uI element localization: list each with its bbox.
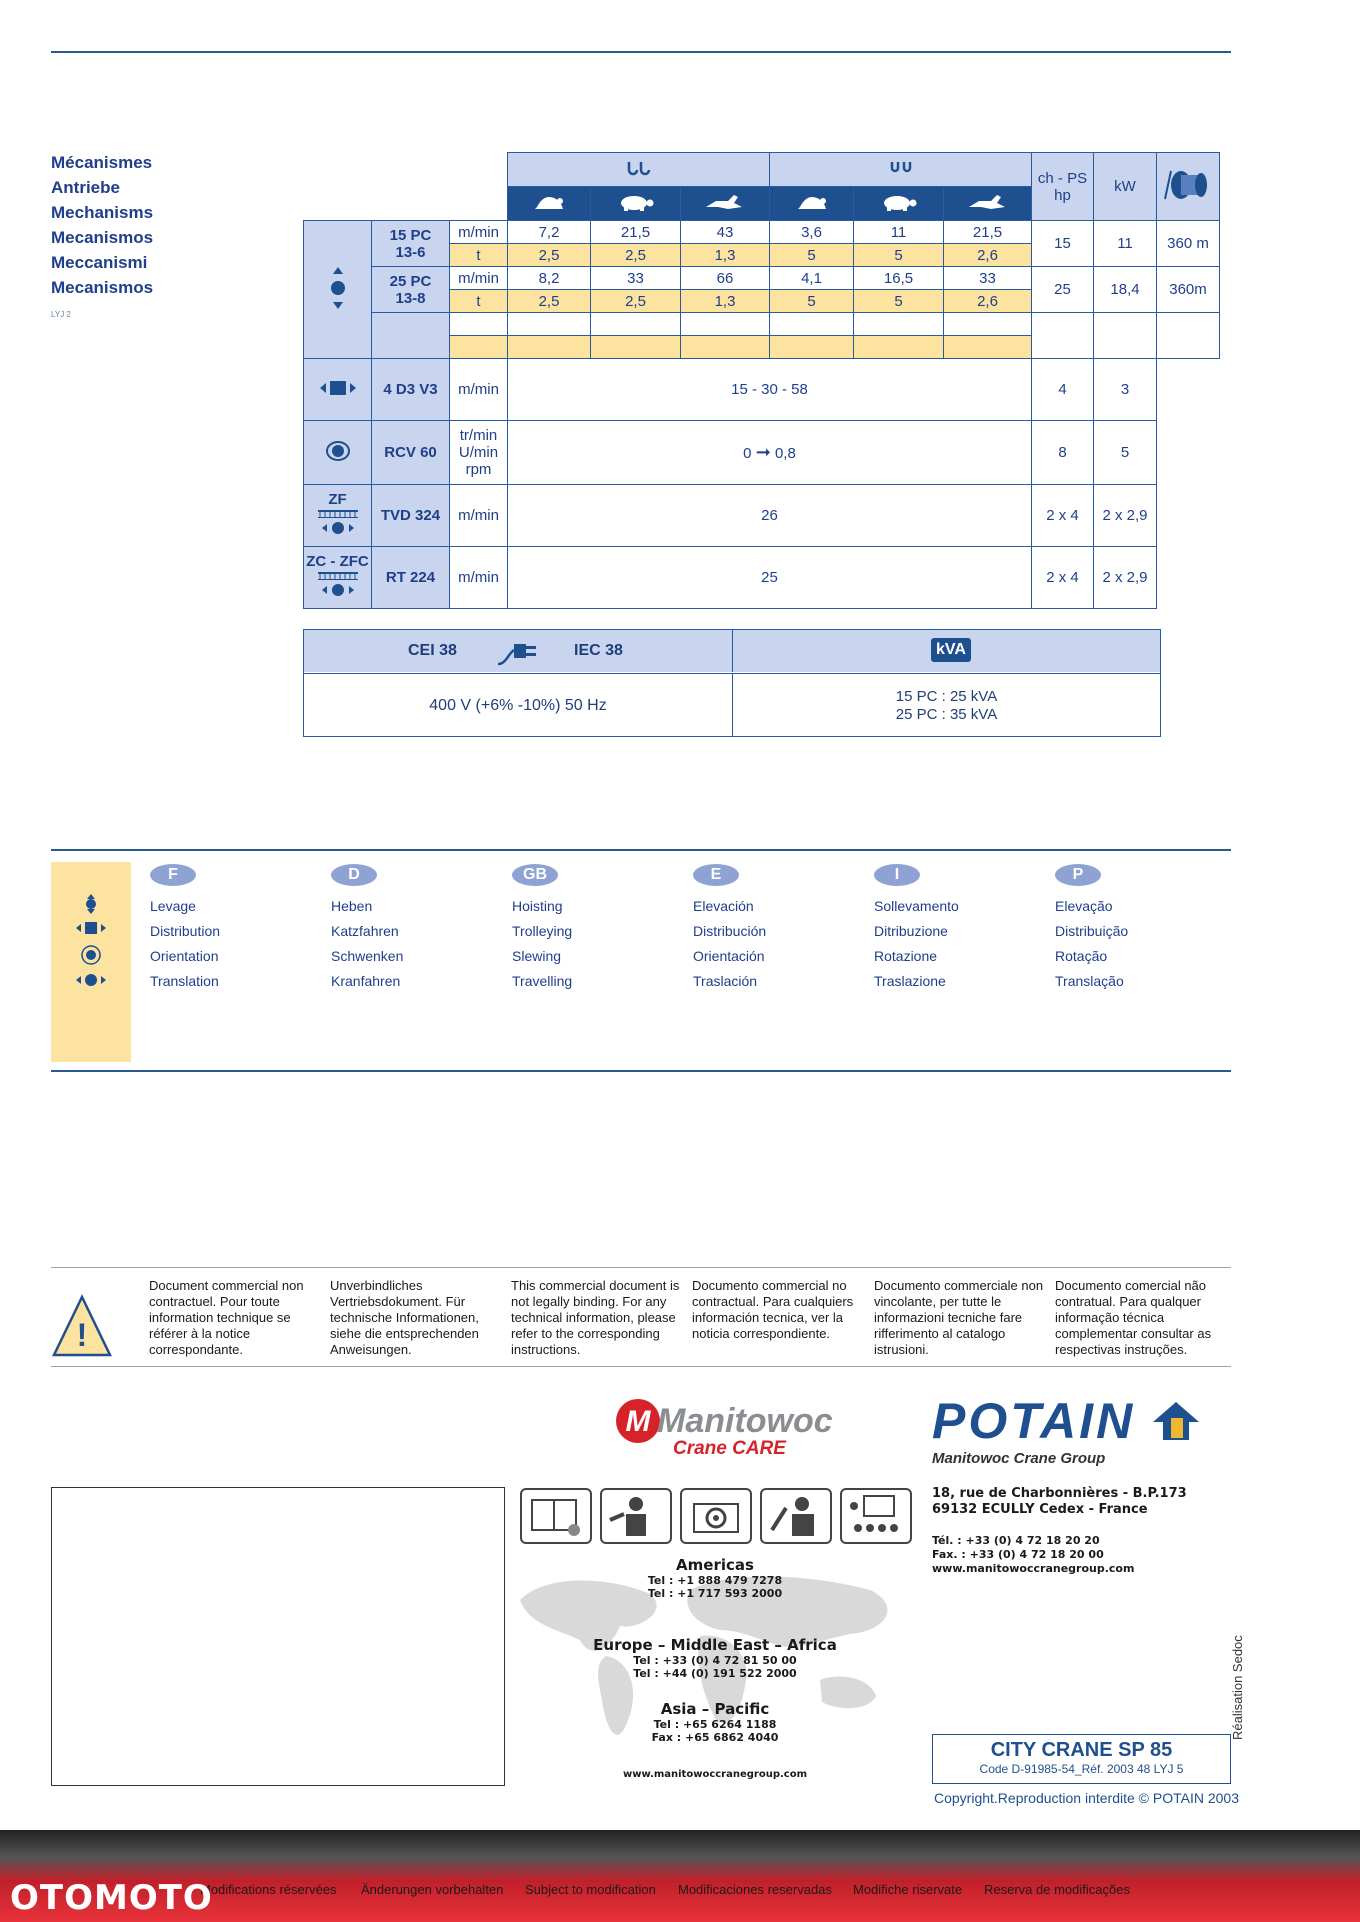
- address-website-link[interactable]: www.manitowoccranegroup.com: [932, 1562, 1135, 1575]
- legend-term: Ditribuzione: [874, 923, 948, 939]
- address-block: [932, 1486, 1187, 1518]
- empty-cell: [1157, 313, 1220, 359]
- power-ch-header: [1032, 153, 1094, 221]
- medium-speed-icon-2: [854, 187, 944, 221]
- speed-cell: 16,5: [854, 267, 944, 290]
- travel-zf-icon-cell: [304, 485, 372, 547]
- manitowoc-m-icon: [615, 1398, 661, 1444]
- lang-badge: E: [693, 864, 739, 886]
- power-ch-label: ch - PS: [1037, 169, 1088, 187]
- mechanisms-table: [303, 152, 1220, 609]
- slow-speed-icon: [508, 187, 591, 221]
- copyright-notice: Copyright.Reproduction interdite © POTAIN 2003: [934, 1790, 1239, 1806]
- product-code: Code D-91985-54_Réf. 2003 48 LYJ 5: [979, 1762, 1184, 1776]
- mechanic-icon: [600, 1488, 672, 1544]
- blank-cell: [1157, 421, 1220, 485]
- legend-term: Rotazione: [874, 948, 938, 964]
- load-cell: 5: [770, 290, 854, 313]
- unit-cell: m/min: [450, 485, 508, 547]
- legend-term: Slewing: [512, 948, 562, 964]
- apac-contact: [510, 1700, 920, 1744]
- otomoto-watermark: OTOMOTO: [10, 1878, 213, 1918]
- legend-col-fr: [150, 862, 220, 994]
- hoist-model-25pc-a: 25 PC: [389, 272, 432, 290]
- trolley-model: 4 D3 V3: [372, 359, 450, 421]
- manual-icon: [520, 1488, 592, 1544]
- power-kw-cell: 5: [1094, 421, 1157, 485]
- footer-note-fr: Modifications réservées: [200, 1882, 337, 1897]
- disclaimer-de: Unverbindliches Vertriebsdokument. Für technische Informationen, siehe die entsprechenden Anweisungen.: [330, 1278, 479, 1357]
- fast-speed-icon-2: [944, 187, 1032, 221]
- product-box: [932, 1734, 1231, 1784]
- slewing-model: RCV 60: [372, 421, 450, 485]
- legend-term: Orientación: [693, 948, 765, 964]
- legend-term: Elevação: [1055, 898, 1113, 914]
- load-cell: 5: [854, 290, 944, 313]
- legend-term: Hoisting: [512, 898, 563, 914]
- kw-header: kW: [1094, 153, 1157, 221]
- blank-cell: [1157, 547, 1220, 609]
- mech-title-en: Mechanisms: [51, 203, 154, 222]
- power-kw-cell: 18,4: [1094, 267, 1157, 313]
- double-hook-icon: [888, 160, 914, 176]
- legend-col-es: [693, 862, 766, 994]
- empty-cell: [450, 313, 508, 336]
- lang-badge: D: [331, 864, 377, 886]
- legend-term: Orientation: [150, 948, 219, 964]
- potain-house-icon: [1149, 1398, 1203, 1444]
- power-ch-cell: 15: [1032, 221, 1094, 267]
- double-reeving-header: [770, 153, 1032, 187]
- legend-col-de: [331, 862, 403, 994]
- kva-badge: kVA: [931, 638, 971, 662]
- hoisting-icon: [326, 265, 350, 311]
- speed-cell: 21,5: [944, 221, 1032, 244]
- address-tel: Tél. : +33 (0) 4 72 18 20 20: [932, 1534, 1100, 1547]
- legend-term: Translation: [150, 973, 219, 989]
- unit-cell: m/min: [450, 267, 508, 290]
- americas-tel2: Tel : +1 717 593 2000: [647, 1587, 783, 1600]
- travel-zf-speed-value: 26: [508, 485, 1032, 547]
- legend-term: Travelling: [512, 973, 573, 989]
- hoist-icon-cell: [304, 221, 372, 359]
- parts-icon: [680, 1488, 752, 1544]
- legend-col-pt: [1055, 862, 1128, 994]
- legend-term: Sollevamento: [874, 898, 959, 914]
- warning-icon: [51, 1294, 113, 1358]
- hoist-model-15pc-b: 13-6: [395, 243, 426, 261]
- mech-title-it: Meccanismi: [51, 253, 148, 272]
- empty-cell: [770, 313, 854, 336]
- power-ch-cell: 2 x 4: [1032, 547, 1094, 609]
- load-cell: 1,3: [681, 244, 770, 267]
- americas-tel1: Tel : +1 888 479 7278: [647, 1574, 783, 1587]
- lang-badge: GB: [512, 864, 558, 886]
- disclaimer-it: Documento commerciale non vincolante, per tutte le informazioni tecniche fare rifferimento al catalogo istrusioni.: [874, 1278, 1044, 1357]
- load-cell: 5: [770, 244, 854, 267]
- empty-cell: [854, 336, 944, 359]
- disclaimer-fr: Document commercial non contractuel. Pour toute information technique se référer à la notice correspondante.: [149, 1278, 304, 1357]
- rope-drum-header: [1157, 153, 1220, 221]
- speed-cell: 11: [854, 221, 944, 244]
- slewing-speed-value: [508, 421, 1032, 485]
- legend-term: Distribuição: [1055, 923, 1129, 939]
- travelling-icon: [316, 570, 360, 598]
- load-cell: 1,3: [681, 290, 770, 313]
- emea-contact: [510, 1636, 920, 1680]
- rope-length-cell: 360 m: [1157, 221, 1220, 267]
- legend-term: Schwenken: [331, 948, 404, 964]
- speed-cell: 33: [591, 267, 681, 290]
- slewing-unit-fr: tr/min: [459, 427, 498, 444]
- trolleying-icon: [75, 921, 107, 935]
- iec-label: IEC 38: [574, 642, 623, 659]
- power-supply-header: [304, 630, 733, 672]
- hoist-model-15pc: [372, 221, 450, 267]
- svg-text:M: M: [625, 1405, 651, 1438]
- empty-cell: [1032, 313, 1094, 359]
- empty-cell: [681, 336, 770, 359]
- plug-icon: [496, 636, 540, 666]
- empty-cell: [944, 313, 1032, 336]
- trolleying-icon: [318, 379, 358, 397]
- travelling-icon: [75, 973, 107, 987]
- disclaimer-top-rule: [51, 1267, 1231, 1268]
- travel-zc-speed-value: 25: [508, 547, 1032, 609]
- legend-top-rule: [51, 849, 1231, 851]
- hoisting-icon: [79, 894, 103, 914]
- rope-drum-icon: [1163, 165, 1213, 205]
- empty-cell: [450, 336, 508, 359]
- potain-wordmark: POTAIN: [932, 1393, 1136, 1449]
- empty-model-cell: [372, 313, 450, 359]
- slow-speed-icon-2: [770, 187, 854, 221]
- legend-term: Rotação: [1055, 948, 1108, 964]
- empty-cell: [591, 313, 681, 336]
- empty-cell: [681, 313, 770, 336]
- empty-cell: [508, 336, 591, 359]
- mech-title-pt: Mecanismos: [51, 278, 154, 297]
- empty-cell: [1094, 313, 1157, 359]
- travelling-icon: [316, 508, 360, 536]
- power-kw-cell: 2 x 2,9: [1094, 485, 1157, 547]
- legend-bottom-rule: [51, 1070, 1231, 1072]
- unit-cell: t: [450, 244, 508, 267]
- legend-term: Levage: [150, 898, 196, 914]
- load-cell: 2,6: [944, 244, 1032, 267]
- single-hook-icon: [626, 160, 652, 176]
- travel-zc-label: ZC - ZFC: [306, 553, 369, 570]
- slewing-speed-from: 0: [743, 445, 752, 462]
- kva-values: [733, 673, 1160, 737]
- power-hp-label: hp: [1054, 186, 1071, 204]
- mechanisms-titles: [51, 150, 153, 300]
- unit-cell: m/min: [450, 359, 508, 421]
- mech-title-fr: Mécanismes: [51, 153, 153, 172]
- hoist-model-25pc-b: 13-8: [395, 289, 426, 307]
- travel-zf-model: TVD 324: [372, 485, 450, 547]
- mech-title-es: Mecanismos: [51, 228, 154, 247]
- lang-badge: F: [150, 864, 196, 886]
- empty-cell: [854, 313, 944, 336]
- power-kw-cell: 11: [1094, 221, 1157, 267]
- electrical-table: [303, 629, 1161, 737]
- footer-note-de: Änderungen vorbehalten: [361, 1882, 504, 1897]
- slewing-unit-de: U/min: [458, 444, 499, 461]
- load-cell: 2,5: [508, 290, 591, 313]
- footer-note-es: Modificaciones reservadas: [678, 1882, 832, 1897]
- power-ch-cell: 8: [1032, 421, 1094, 485]
- speed-cell: 43: [681, 221, 770, 244]
- legend-term: Kranfahren: [331, 973, 401, 989]
- americas-contact: [510, 1556, 920, 1600]
- address-line1: 18, rue de Charbonnières - B.P.173: [932, 1486, 1187, 1501]
- cranecare-wordmark: Crane CARE: [673, 1438, 786, 1459]
- hoist-model-15pc-a: 15 PC: [389, 226, 432, 244]
- emea-tel2: Tel : +44 (0) 191 522 2000: [633, 1667, 797, 1680]
- voltage-value: 400 V (+6% -10%) 50 Hz: [304, 673, 733, 737]
- dealer-stamp-box: [51, 1487, 505, 1786]
- unit-cell: t: [450, 290, 508, 313]
- manitowoc-wordmark: Manitowoc: [657, 1401, 833, 1440]
- trolley-speed-value: 15 - 30 - 58: [508, 359, 1032, 421]
- lang-badge: P: [1055, 864, 1101, 886]
- technician-icon: [760, 1488, 832, 1544]
- travel-zc-icon-cell: [304, 547, 372, 609]
- slewing-icon: [323, 438, 353, 464]
- travel-zf-label: ZF: [328, 491, 347, 508]
- manitowoc-logo: [615, 1398, 833, 1460]
- lang-badge: I: [874, 864, 920, 886]
- regions-website-link[interactable]: www.manitowoccranegroup.com: [622, 1769, 808, 1780]
- cei-label: CEI 38: [408, 642, 457, 659]
- load-cell: 2,5: [591, 244, 681, 267]
- apac-tel2: Fax : +65 6862 4040: [651, 1731, 779, 1744]
- legend-term: Elevación: [693, 898, 754, 914]
- load-cell: 5: [854, 244, 944, 267]
- power-ch-cell: 25: [1032, 267, 1094, 313]
- legend-term: Trolleying: [512, 923, 573, 939]
- unit-cell: m/min: [450, 221, 508, 244]
- empty-cell: [944, 336, 1032, 359]
- phone-block: [932, 1534, 1134, 1576]
- disclaimer-pt: Documento comercial não contratual. Para qualquer informação técnica complementar consultar as respectivas instruções.: [1055, 1278, 1212, 1357]
- speed-cell: 3,6: [770, 221, 854, 244]
- product-name: CITY CRANE SP 85: [990, 1739, 1173, 1761]
- legend-col-gb: [512, 862, 572, 994]
- medium-speed-icon: [591, 187, 681, 221]
- realisation-credit: Réalisation Sedoc: [1230, 1635, 1245, 1740]
- unit-cell: m/min: [450, 547, 508, 609]
- legend-icon-box: [51, 862, 131, 1062]
- manitowoc-crane-group-label: Manitowoc Crane Group: [932, 1450, 1106, 1467]
- power-kw-cell: 2 x 2,9: [1094, 547, 1157, 609]
- empty-cell: [770, 336, 854, 359]
- training-icon: [840, 1488, 912, 1544]
- legend-col-it: [874, 862, 959, 994]
- address-fax: Fax. : +33 (0) 4 72 18 20 00: [932, 1548, 1104, 1561]
- hoist-model-25pc: [372, 267, 450, 313]
- emea-title: Europe – Middle East – Africa: [593, 1636, 837, 1654]
- kva-15pc: 15 PC : 25 kVA: [895, 687, 998, 705]
- fast-speed-icon: [681, 187, 770, 221]
- disclaimer-es: Documento commercial no contractual. Para cualquiers información tecnica, ver la noticia correspondiente.: [692, 1278, 854, 1341]
- load-cell: 2,5: [591, 290, 681, 313]
- potain-logo: [932, 1392, 1203, 1467]
- legend-term: Katzfahren: [331, 923, 399, 939]
- ref-code: LYJ 2: [51, 310, 71, 319]
- footer-note-pt: Reserva de modificações: [984, 1882, 1130, 1897]
- legend-term: Heben: [331, 898, 373, 914]
- emea-tel1: Tel : +33 (0) 4 72 81 50 00: [633, 1654, 797, 1667]
- americas-title: Americas: [676, 1556, 754, 1574]
- power-ch-cell: 4: [1032, 359, 1094, 421]
- legend-term: Distribución: [693, 923, 767, 939]
- address-line2: 69132 ECULLY Cedex - France: [932, 1502, 1148, 1517]
- mech-title-de: Antriebe: [51, 178, 120, 197]
- arrow-right-icon: ➞: [755, 442, 771, 462]
- power-kw-cell: 3: [1094, 359, 1157, 421]
- legend-term: Traslazione: [874, 973, 946, 989]
- speed-cell: 8,2: [508, 267, 591, 290]
- trolley-icon-cell: [304, 359, 372, 421]
- rope-length-cell: 360m: [1157, 267, 1220, 313]
- speed-cell: 66: [681, 267, 770, 290]
- legend-term: Traslación: [693, 973, 758, 989]
- speed-cell: 33: [944, 267, 1032, 290]
- slewing-unit-cell: [450, 421, 508, 485]
- footer-note-en: Subject to modification: [525, 1882, 656, 1897]
- load-cell: 2,5: [508, 244, 591, 267]
- speed-cell: 4,1: [770, 267, 854, 290]
- blank-cell: [1157, 359, 1220, 421]
- empty-cell: [508, 313, 591, 336]
- slewing-icon: [79, 945, 103, 965]
- speed-cell: 21,5: [591, 221, 681, 244]
- footer-note-it: Modifiche riservate: [853, 1882, 963, 1897]
- speed-cell: 7,2: [508, 221, 591, 244]
- slewing-speed-to: 0,8: [774, 445, 796, 462]
- apac-tel1: Tel : +65 6264 1188: [653, 1718, 777, 1731]
- kva-header: [733, 630, 1160, 672]
- svg-text:!: !: [76, 1317, 88, 1353]
- disclaimer-bottom-rule: [51, 1366, 1231, 1367]
- top-rule: [51, 51, 1231, 53]
- travel-zc-model: RT 224: [372, 547, 450, 609]
- slewing-icon-cell: [304, 421, 372, 485]
- power-ch-cell: 2 x 4: [1032, 485, 1094, 547]
- legend-term: Translação: [1055, 973, 1124, 989]
- single-reeving-header: [508, 153, 770, 187]
- load-cell: 2,6: [944, 290, 1032, 313]
- empty-cell: [591, 336, 681, 359]
- kva-25pc: 25 PC : 35 kVA: [895, 705, 998, 723]
- blank-cell: [1157, 485, 1220, 547]
- slewing-unit-en: rpm: [465, 461, 492, 478]
- apac-title: Asia – Pacific: [660, 1700, 770, 1718]
- legend-term: Distribution: [150, 923, 221, 939]
- disclaimer-en: This commercial document is not legally binding. For any technical information, please refer to the corresponding instructions.: [511, 1278, 680, 1357]
